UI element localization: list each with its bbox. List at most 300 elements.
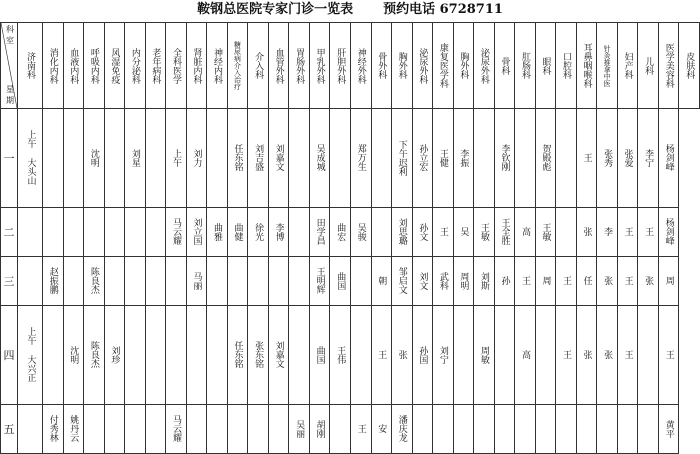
dept-header — [433, 23, 454, 109]
schedule-cell — [330, 207, 351, 256]
schedule-cell — [515, 256, 536, 305]
schedule-cell — [597, 207, 618, 256]
day-row — [1, 207, 700, 256]
doctor-name: 曲国 — [314, 345, 325, 364]
doctor-name: 李宁 — [643, 148, 654, 167]
schedule-cell — [166, 404, 187, 453]
dept-label: 医学美容科 — [663, 43, 674, 88]
doctor-name: 张 — [581, 227, 592, 237]
doctor-name: 胡刚 — [314, 419, 325, 438]
doctor-name: 王伟 — [335, 345, 346, 364]
doctor-name: 张 — [602, 276, 613, 286]
day-label: 二 — [1, 207, 18, 256]
dept-header — [453, 23, 474, 109]
day-note-cell — [18, 306, 43, 405]
schedule-cell — [371, 404, 392, 453]
doctor-name: 张 — [581, 350, 592, 360]
doctor-name: 王 — [622, 276, 633, 286]
dept-label: 内分泌科 — [129, 47, 140, 84]
doctor-name: 刘星 — [129, 148, 140, 167]
dept-header — [289, 23, 310, 109]
schedule-cell — [433, 207, 454, 256]
schedule-cell — [330, 404, 351, 453]
schedule-cell — [617, 109, 638, 208]
doctor-name: 曲宏 — [335, 222, 346, 241]
schedule-cell — [43, 256, 64, 305]
schedule-cell — [268, 306, 289, 405]
schedule-cell — [535, 109, 556, 208]
doctor-name: 王 — [519, 276, 530, 286]
schedule-cell — [494, 256, 515, 305]
dept-label: 神经外科 — [355, 47, 366, 84]
schedule-cell — [63, 109, 84, 208]
schedule-cell — [515, 109, 536, 208]
dept-label: 肾脏内科 — [191, 47, 202, 84]
dept-header — [166, 23, 187, 109]
dept-header — [145, 23, 166, 109]
schedule-cell — [371, 207, 392, 256]
schedule-cell — [371, 306, 392, 405]
dept-label: 全科医学 — [170, 47, 181, 84]
doctor-name: 安 — [376, 424, 387, 434]
schedule-cell — [43, 207, 64, 256]
schedule-cell — [453, 306, 474, 405]
schedule-cell — [227, 109, 248, 208]
dept-label: 介入科 — [253, 52, 264, 79]
day-label: 四 — [1, 306, 18, 405]
day-note: 上午 大兴正 — [25, 327, 36, 383]
schedule-cell — [638, 256, 659, 305]
doctor-name: 郑万生 — [355, 144, 366, 172]
schedule-cell — [248, 404, 269, 453]
schedule-cell — [556, 256, 577, 305]
dept-header — [617, 23, 638, 109]
day-label: 一 — [1, 109, 18, 208]
schedule-cell — [207, 109, 228, 208]
schedule-cell — [330, 306, 351, 405]
doctor-name: 马云耀 — [170, 218, 181, 246]
dept-header — [515, 23, 536, 109]
schedule-cell — [330, 256, 351, 305]
doctor-name: 李 — [602, 227, 613, 237]
dept-header — [43, 23, 64, 109]
schedule-cell — [186, 207, 207, 256]
dept-header — [658, 23, 679, 109]
doctor-name: 马丽 — [191, 271, 202, 290]
schedule-cell — [453, 109, 474, 208]
day-note-cell — [18, 207, 43, 256]
doctor-name: 任东铭 — [232, 144, 243, 172]
schedule-table — [0, 22, 700, 454]
dept-header — [597, 23, 618, 109]
schedule-cell — [535, 306, 556, 405]
doctor-name: 黄平 — [663, 419, 674, 438]
doctor-name: 吴 — [458, 227, 469, 237]
schedule-cell — [392, 207, 413, 256]
schedule-cell — [638, 404, 659, 453]
schedule-cell — [617, 306, 638, 405]
doctor-name: 孙立宏 — [417, 144, 428, 172]
dept-label: 呼吸内科 — [88, 47, 99, 84]
doctor-name: 陈良杰 — [88, 267, 99, 295]
dept-label: 骨科 — [499, 56, 510, 75]
schedule-cell — [43, 306, 64, 405]
schedule-cell — [494, 404, 515, 453]
doctor-name: 王 — [581, 153, 592, 163]
schedule-cell — [617, 404, 638, 453]
dept-header — [350, 23, 371, 109]
schedule-cell — [268, 207, 289, 256]
dept-header — [330, 23, 351, 109]
doctor-name: 吴成城 — [314, 144, 325, 172]
doctor-name: 刘斯 — [478, 271, 489, 290]
schedule-cell — [227, 404, 248, 453]
schedule-cell — [207, 207, 228, 256]
doctor-name: 张 — [643, 276, 654, 286]
doctor-name: 孙国 — [417, 345, 428, 364]
doctor-name: 刘思璐 — [396, 218, 407, 246]
schedule-cell — [556, 404, 577, 453]
schedule-cell — [474, 109, 495, 208]
schedule-cell — [515, 404, 536, 453]
dept-label: 神经内科 — [212, 47, 223, 84]
schedule-cell — [494, 306, 515, 405]
doctor-name: 吴骏 — [355, 222, 366, 241]
schedule-cell — [371, 109, 392, 208]
corner-top-label: 科室 — [6, 25, 14, 45]
dept-label: 康复医学科 — [437, 43, 448, 88]
doctor-name: 杨剑峰 — [663, 218, 674, 246]
schedule-cell — [145, 207, 166, 256]
dept-label: 济南科 — [25, 52, 35, 79]
schedule-cell — [309, 256, 330, 305]
schedule-cell — [576, 256, 597, 305]
doctor-name: 李振 — [458, 148, 469, 167]
schedule-cell — [268, 404, 289, 453]
schedule-cell — [412, 256, 433, 305]
schedule-cell — [433, 109, 454, 208]
schedule-cell — [63, 207, 84, 256]
schedule-cell — [638, 207, 659, 256]
schedule-cell — [125, 207, 146, 256]
schedule-cell — [433, 306, 454, 405]
page-title — [0, 0, 700, 20]
doctor-name: 张东铭 — [253, 341, 264, 369]
schedule-cell — [186, 404, 207, 453]
schedule-cell — [43, 404, 64, 453]
schedule-cell — [638, 306, 659, 405]
schedule-cell — [84, 306, 105, 405]
doctor-name: 周 — [540, 276, 551, 286]
schedule-cell — [412, 109, 433, 208]
dept-label: 血液内科 — [68, 47, 79, 84]
schedule-cell — [494, 207, 515, 256]
doctor-name: 周 — [663, 276, 674, 286]
dept-label: 甲乳外科 — [314, 47, 325, 84]
doctor-name: 赵振鹏 — [47, 267, 58, 295]
dept-header — [576, 23, 597, 109]
dept-label: 眼科 — [540, 56, 551, 75]
doctor-name: 张 — [602, 350, 613, 360]
dept-header — [392, 23, 413, 109]
dept-label: 胃肠外科 — [294, 47, 305, 84]
dept-label: 口腔科 — [561, 52, 572, 79]
doctor-name: 王 — [561, 276, 572, 286]
schedule-cell — [433, 256, 454, 305]
schedule-cell — [658, 207, 679, 256]
doctor-name: 下午迟利 — [396, 139, 407, 176]
doctor-name: 马云耀 — [170, 415, 181, 443]
schedule-cell — [576, 404, 597, 453]
doctor-name: 刘嘉文 — [273, 341, 284, 369]
schedule-cell — [515, 306, 536, 405]
doctor-name: 王敏 — [540, 222, 551, 241]
schedule-cell — [248, 306, 269, 405]
dept-label: 泌尿外科 — [417, 47, 428, 84]
schedule-cell — [453, 207, 474, 256]
schedule-cell — [638, 109, 659, 208]
schedule-cell — [350, 306, 371, 405]
dept-header — [18, 23, 43, 109]
day-row — [1, 306, 700, 405]
day-note: 上午 大头山 — [25, 130, 36, 186]
schedule-cell — [145, 306, 166, 405]
schedule-cell — [186, 256, 207, 305]
dept-label: 耳鼻咽喉科 — [581, 43, 592, 88]
schedule-cell — [350, 207, 371, 256]
doctor-name: 王 — [437, 227, 448, 237]
schedule-cell — [474, 207, 495, 256]
dept-label: 妇产科 — [622, 52, 633, 79]
schedule-cell — [125, 109, 146, 208]
doctor-name: 王明辉 — [314, 267, 325, 295]
schedule-cell — [248, 109, 269, 208]
doctor-name: 王 — [622, 227, 633, 237]
dept-header — [84, 23, 105, 109]
doctor-name: 上午 — [170, 148, 181, 167]
doctor-name: 李钦刚 — [499, 144, 510, 172]
dept-header — [248, 23, 269, 109]
schedule-cell — [556, 109, 577, 208]
doctor-name: 刘文 — [417, 271, 428, 290]
schedule-cell — [309, 404, 330, 453]
doctor-name: 张 — [396, 350, 407, 360]
schedule-cell — [104, 306, 125, 405]
dept-header — [227, 23, 248, 109]
doctor-name: 王 — [561, 350, 572, 360]
schedule-cell — [350, 404, 371, 453]
day-note-cell — [18, 404, 43, 453]
schedule-cell — [658, 256, 679, 305]
corner-cell — [1, 23, 18, 109]
corner-bottom-label: 星期 — [6, 85, 14, 105]
schedule-cell — [268, 109, 289, 208]
doctor-name: 杨剑峰 — [663, 144, 674, 172]
schedule-cell — [248, 207, 269, 256]
dept-label: 老年病科 — [150, 47, 161, 84]
schedule-cell — [392, 306, 413, 405]
schedule-cell — [207, 256, 228, 305]
doctor-name: 沈明 — [88, 148, 99, 167]
schedule-cell — [289, 404, 310, 453]
schedule-cell — [43, 109, 64, 208]
doctor-name: 王 — [622, 350, 633, 360]
day-row — [1, 109, 700, 208]
doctor-name: 任东铭 — [232, 341, 243, 369]
schedule-cell — [227, 306, 248, 405]
schedule-cell — [166, 109, 187, 208]
schedule-cell — [474, 256, 495, 305]
day-row — [1, 256, 700, 305]
doctor-name: 曲健 — [232, 222, 243, 241]
schedule-cell — [309, 109, 330, 208]
dept-label: 风湿免疫 — [109, 47, 120, 84]
title-text: 鞍钢总医院专家门诊一览表 — [197, 2, 354, 17]
schedule-cell — [494, 109, 515, 208]
schedule-cell — [350, 256, 371, 305]
schedule-cell — [371, 256, 392, 305]
dept-label: 儿科 — [643, 56, 654, 75]
doctor-name: 吴丽 — [294, 419, 305, 438]
dept-label: 消化内科 — [47, 47, 58, 84]
dept-header — [556, 23, 577, 109]
dept-header — [474, 23, 495, 109]
doctor-name: 张爱 — [622, 148, 633, 167]
doctor-name: 潘庆龙 — [396, 415, 407, 443]
schedule-cell — [268, 256, 289, 305]
dept-label: 血管外科 — [273, 47, 284, 84]
schedule-cell — [535, 404, 556, 453]
schedule-cell — [63, 404, 84, 453]
doctor-name: 周敏 — [478, 345, 489, 364]
schedule-cell — [597, 256, 618, 305]
schedule-cell — [84, 404, 105, 453]
dept-label: 肛肠科 — [519, 52, 530, 79]
schedule-cell — [658, 306, 679, 405]
doctor-name: 刘吉盛 — [253, 144, 264, 172]
schedule-cell — [576, 306, 597, 405]
schedule-cell — [186, 306, 207, 405]
schedule-cell — [145, 109, 166, 208]
schedule-cell — [597, 109, 618, 208]
dept-label: 糖尿病介入治疗 — [233, 41, 242, 90]
schedule-cell — [84, 256, 105, 305]
schedule-cell — [125, 404, 146, 453]
doctor-name: 刘珍 — [109, 345, 120, 364]
doctor-name: 高 — [519, 350, 530, 360]
schedule-cell — [84, 109, 105, 208]
doctor-name: 王 — [663, 350, 674, 360]
doctor-name: 贺殿彪 — [540, 144, 551, 172]
schedule-cell — [453, 256, 474, 305]
schedule-cell — [145, 256, 166, 305]
schedule-cell — [309, 207, 330, 256]
schedule-cell — [63, 256, 84, 305]
doctor-name: 王全胜 — [499, 218, 510, 246]
doctor-name: 王健 — [437, 148, 448, 167]
schedule-cell — [207, 306, 228, 405]
doctor-name: 王 — [355, 424, 366, 434]
schedule-cell — [453, 404, 474, 453]
schedule-cell — [227, 256, 248, 305]
doctor-name: 徐光 — [253, 222, 264, 241]
schedule-cell — [597, 306, 618, 405]
doctor-name: 孙 — [499, 276, 510, 286]
doctor-name: 王 — [643, 227, 654, 237]
dept-header — [638, 23, 659, 109]
schedule-cell — [617, 256, 638, 305]
schedule-cell — [145, 404, 166, 453]
schedule-cell — [412, 207, 433, 256]
schedule-cell — [104, 256, 125, 305]
dept-header — [104, 23, 125, 109]
doctor-name: 刘嘉文 — [273, 144, 284, 172]
schedule-cell — [289, 256, 310, 305]
schedule-cell — [392, 109, 413, 208]
schedule-cell — [289, 109, 310, 208]
schedule-cell — [474, 404, 495, 453]
doctor-name: 曲雅 — [212, 222, 223, 241]
doctor-name: 曲国 — [335, 271, 346, 290]
doctor-name: 邹启文 — [396, 267, 407, 295]
dept-header — [268, 23, 289, 109]
dept-header — [494, 23, 515, 109]
doctor-name: 高 — [519, 227, 530, 237]
doctor-name: 朝 — [376, 276, 387, 286]
doctor-name: 周明 — [458, 271, 469, 290]
schedule-cell — [350, 109, 371, 208]
doctor-name: 王 — [376, 350, 387, 360]
dept-label: 针灸推拿中医 — [603, 44, 612, 87]
schedule-cell — [392, 404, 413, 453]
schedule-cell — [84, 207, 105, 256]
schedule-cell — [207, 404, 228, 453]
schedule-cell — [576, 207, 597, 256]
dept-label: 皮肤科 — [684, 52, 695, 79]
schedule-cell — [248, 256, 269, 305]
doctor-name: 田学昌 — [314, 218, 325, 246]
schedule-cell — [658, 404, 679, 453]
schedule-cell — [104, 109, 125, 208]
doctor-name: 任 — [581, 276, 592, 286]
dept-label: 胸外科 — [458, 52, 469, 79]
dept-header — [63, 23, 84, 109]
schedule-cell — [104, 404, 125, 453]
doctor-name: 王敏 — [478, 222, 489, 241]
schedule-cell — [63, 306, 84, 405]
schedule-cell — [309, 306, 330, 405]
schedule-cell — [597, 404, 618, 453]
schedule-cell — [658, 109, 679, 208]
dept-header — [371, 23, 392, 109]
doctor-name: 武科 — [437, 271, 448, 290]
dept-header — [125, 23, 146, 109]
schedule-cell — [556, 207, 577, 256]
dept-label: 泌尿外科 — [478, 47, 489, 84]
doctor-name: 刘力 — [191, 148, 202, 167]
phone-text: 预约电话 6728711 — [383, 2, 503, 17]
schedule-cell — [535, 207, 556, 256]
schedule-cell — [166, 256, 187, 305]
doctor-name: 陈良杰 — [88, 341, 99, 369]
dept-label: 骨外科 — [376, 52, 387, 79]
doctor-name: 刘立国 — [191, 218, 202, 246]
dept-header — [309, 23, 330, 109]
schedule-cell — [515, 207, 536, 256]
dept-header — [186, 23, 207, 109]
schedule-cell — [289, 207, 310, 256]
doctor-name: 姚丹云 — [68, 415, 79, 443]
